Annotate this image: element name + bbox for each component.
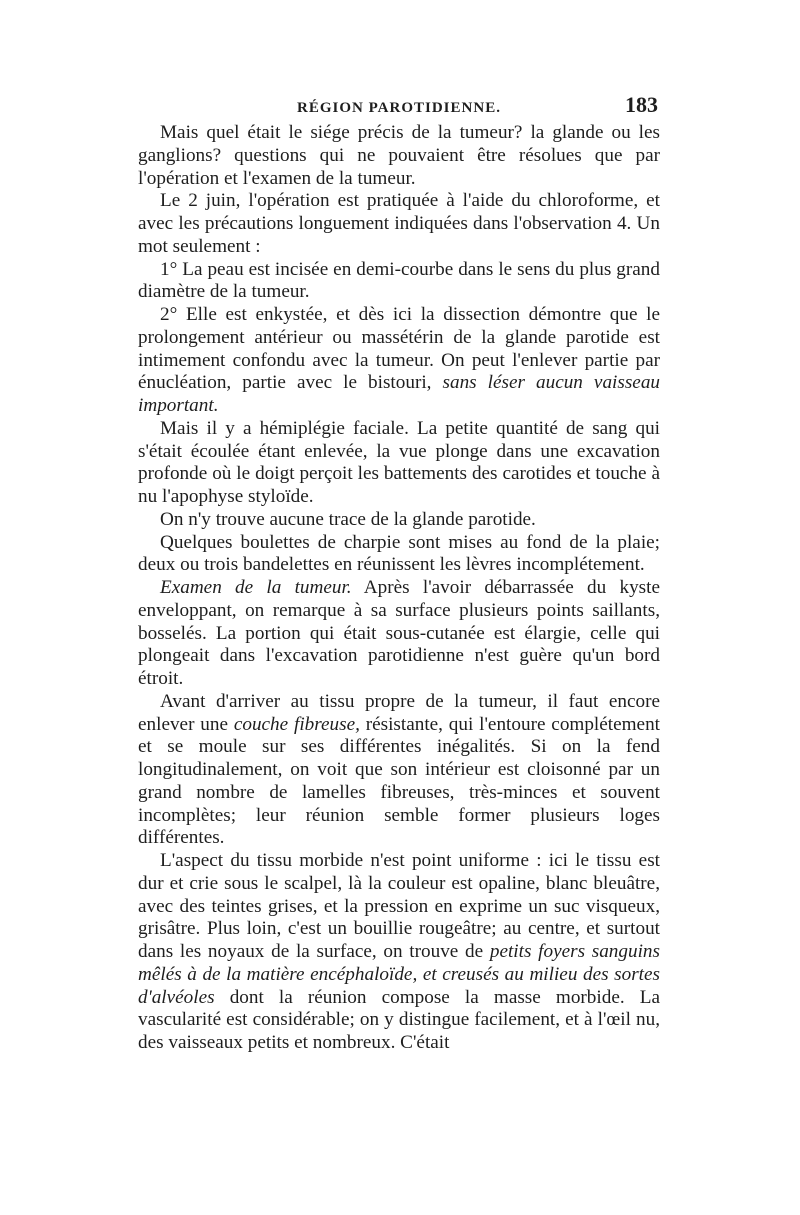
italic-text: sans léser aucun vaisseau important. bbox=[138, 372, 661, 416]
running-title: RÉGION PAROTIDIENNE. bbox=[297, 100, 501, 116]
paragraph bbox=[138, 850, 660, 1055]
paragraph bbox=[138, 532, 660, 578]
text-run: Avant d'arriver au tissu propre de la tumeur, il faut encore enlever une bbox=[138, 690, 660, 735]
paragraph bbox=[138, 509, 660, 532]
text-run: L'aspect du tissu morbide n'est point uniforme : ici le tissu est dur et crie sous le scalpel, là la couleur est opaline, blanc bleuâtre, avec des teintes grises, et la pression en exprime un suc visqueux, grisâtre. Plus loin, c'est un bouillie rougeâtre; au centre, et surtout dans les noyaux de la surface, on trouve de bbox=[138, 850, 660, 962]
text-run: dont la réunion compose la masse morbide. La vascularité est considérable; on y distingue facilement, et à l'œil nu, des vaisseaux petits et nombreux. C'était bbox=[138, 986, 660, 1053]
paragraph bbox=[138, 122, 660, 190]
text-run: 2° Elle est enkystée, et dès ici la dissection démontre que le prolongement antérieur ou massétérin de la glande parotide est intimement confondu avec la tumeur. On peut l'enlever partie par énucléation, partie avec le bistouri, bbox=[138, 304, 660, 394]
page-header bbox=[138, 92, 660, 122]
italic-text: couche fibreuse, bbox=[233, 713, 360, 735]
text-run: résistante, qui l'entoure complétement et se moule sur ses différentes inégalités. Si on la fend longitudinalement, on voit que son intérieur est cloisonné par un grand nombre de lamelles fibreuses, très-minces et souvent incomplètes; leur réunion semble former plusieurs loges différentes. bbox=[138, 713, 660, 849]
paragraph bbox=[138, 259, 660, 305]
body-text bbox=[138, 122, 660, 1055]
paragraph bbox=[138, 418, 660, 509]
text-run: Après l'avoir débarrassée du kyste enveloppant, on remarque à sa surface plusieurs points saillants, bosselés. La portion qui était sous-cutanée est élargie, celle qui plongeait dans l'excavation parotidienne n'est guère qu'un bord étroit. bbox=[138, 577, 660, 689]
paragraph bbox=[138, 577, 660, 691]
paragraph bbox=[138, 190, 660, 258]
book-page bbox=[138, 92, 660, 1055]
text-run: Mais quel était le siége précis de la tumeur? la glande ou les ganglions? questions qui ne pouvaient être résolues que par l'opération et l'examen de la tumeur. bbox=[138, 122, 660, 189]
text-run: Quelques boulettes de charpie sont mises au fond de la plaie; deux ou trois bandelettes en réunissent les lèvres incomplétement. bbox=[138, 531, 660, 576]
text-run: 1° La peau est incisée en demi-courbe dans le sens du plus grand diamètre de la tumeur. bbox=[138, 258, 660, 303]
text-run: Le 2 juin, l'opération est pratiquée à l'aide du chloroforme, et avec les précautions longuement indiquées dans l'observation 4. Un mot seulement : bbox=[138, 190, 660, 257]
paragraph bbox=[138, 691, 660, 850]
paragraph bbox=[138, 304, 660, 418]
text-run: Mais il y a hémiplégie faciale. La petite quantité de sang qui s'était écoulée étant enlevée, la vue plonge dans une excavation profonde où le doigt perçoit les battements des carotides et touche à nu l'apophyse styloïde. bbox=[138, 417, 660, 507]
italic-text: Examen de la tumeur. bbox=[160, 577, 352, 598]
page-number: 183 bbox=[625, 92, 658, 117]
italic-text: petits foyers sanguins mêlés à de la matière encéphaloïde, et creusés au milieu des sortes d'alvéoles bbox=[138, 941, 660, 1008]
text-run: On n'y trouve aucune trace de la glande parotide. bbox=[160, 508, 536, 530]
